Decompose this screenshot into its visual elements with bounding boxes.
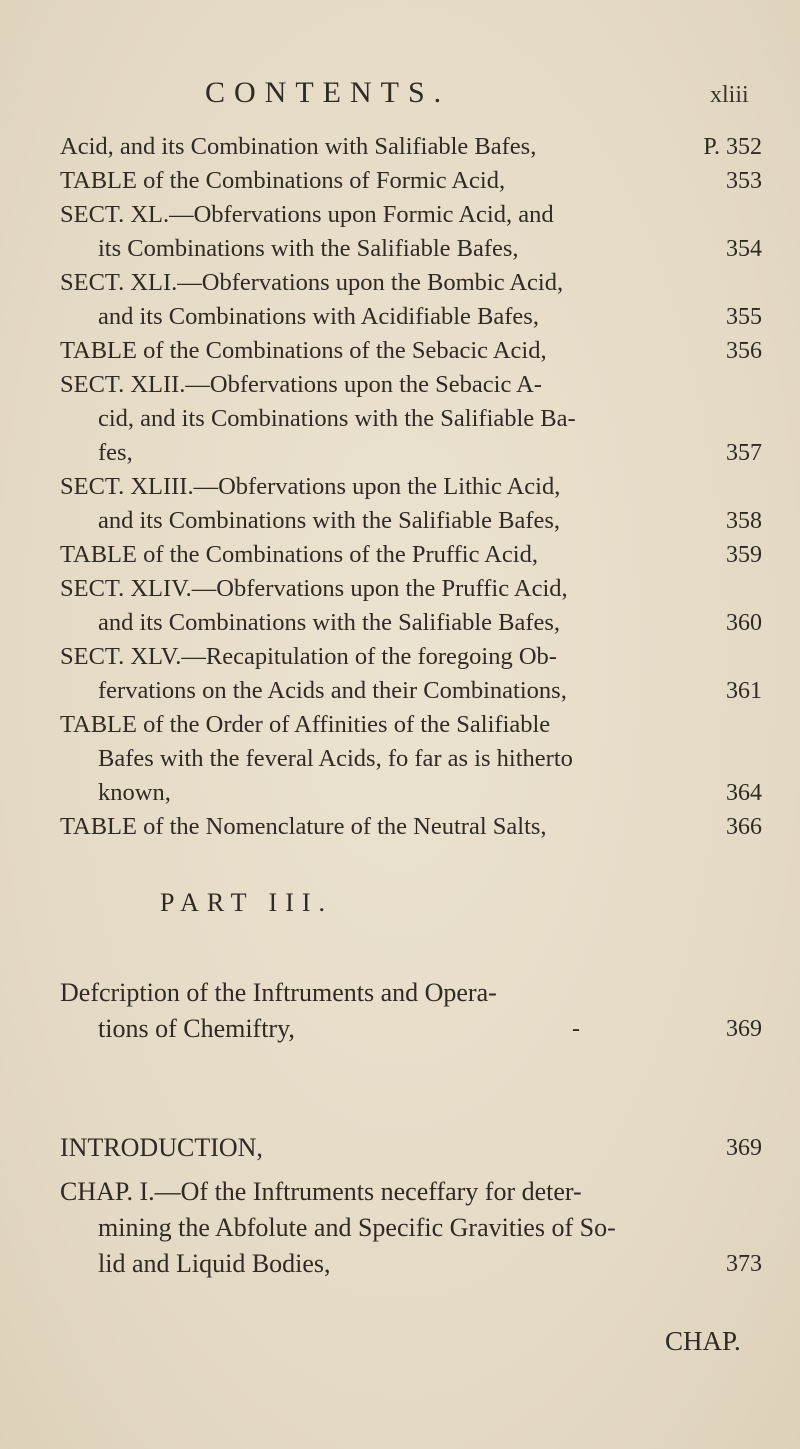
entry-line: [0, 640, 800, 674]
entry-text: SECT. XLII.—Obfervations upon the Sebacic A-: [60, 371, 542, 398]
entry-line: [0, 538, 800, 572]
entry-text: TABLE of the Combinations of Formic Acid,: [60, 167, 506, 194]
entry-text: its Combinations with the Salifiable Bafes,: [98, 235, 519, 262]
entry-line: [0, 1174, 800, 1210]
contents-entry: [0, 470, 800, 538]
contents-entry: [0, 368, 800, 470]
entry-line: [0, 1210, 800, 1246]
entry-text: TABLE of the Combinations of the Sebacic Acid,: [60, 337, 547, 364]
entry-text: INTRODUCTION,: [60, 1133, 263, 1162]
entry-line: [0, 572, 800, 606]
entry-text: and its Combinations with the Salifiable Bafes,: [98, 609, 561, 636]
entry-text: lid and Liquid Bodies,: [98, 1249, 331, 1278]
entry-line: [0, 436, 800, 470]
contents-entry: [0, 975, 800, 1047]
entry-text: CHAP. I.—Of the Inftruments neceffary for deter-: [60, 1177, 582, 1206]
entry-line: [0, 1011, 800, 1047]
contents-entry: [0, 1130, 800, 1166]
entry-page-number: 359: [726, 542, 762, 568]
entry-text: Bafes with the feveral Acids, fo far as is hitherto: [98, 745, 573, 772]
entry-text: and its Combinations with Acidifiable Bafes,: [98, 303, 539, 330]
part-heading: PART III.: [160, 888, 334, 917]
entry-page-number: 357: [726, 440, 762, 466]
entry-separator: -: [572, 1016, 580, 1042]
later-contents: [0, 1130, 800, 1282]
contents-entry: [0, 266, 800, 334]
catchword: CHAP.: [665, 1326, 741, 1356]
page-number: xliii: [710, 82, 749, 108]
entry-text: SECT. XLIV.—Obfervations upon the Pruffic Acid,: [60, 575, 568, 602]
entry-page-number: 356: [726, 338, 762, 364]
entry-text: TABLE of the Nomenclature of the Neutral Salts,: [60, 813, 547, 840]
entry-page-number: 354: [726, 236, 762, 262]
entry-text: SECT. XLV.—Recapitulation of the foregoing Ob-: [60, 643, 557, 670]
entry-text: tions of Chemiftry,: [98, 1014, 295, 1043]
entry-line: [0, 300, 800, 334]
entry-page-number: 358: [726, 508, 762, 534]
entry-text: TABLE of the Combinations of the Pruffic Acid,: [60, 541, 538, 568]
contents-entry: [0, 538, 800, 572]
entry-page-number: 369: [726, 1016, 762, 1042]
running-title: CONTENTS.: [205, 76, 451, 109]
contents-entry: [0, 334, 800, 368]
entry-text: Defcription of the Inftruments and Opera-: [60, 978, 497, 1007]
entry-line: [0, 504, 800, 538]
entry-page-number: 355: [726, 304, 762, 330]
contents-entry: [0, 640, 800, 708]
page-header: [0, 76, 800, 116]
contents-entry: [0, 1174, 800, 1282]
entry-text: TABLE of the Order of Affinities of the Salifiable: [60, 711, 551, 738]
entry-page-number: 360: [726, 610, 762, 636]
contents-entry: [0, 130, 800, 164]
entry-text: mining the Abfolute and Specific Gravities of So-: [98, 1213, 616, 1242]
entry-page-number: 361: [726, 678, 762, 704]
entry-line: [0, 810, 800, 844]
entry-line: [0, 708, 800, 742]
contents-entry: [0, 572, 800, 640]
entry-text: SECT. XLI.—Obfervations upon the Bombic Acid,: [60, 269, 564, 296]
entry-text: fes,: [98, 439, 133, 466]
entry-page-number: 353: [726, 168, 762, 194]
entry-line: [0, 742, 800, 776]
entry-line: [0, 266, 800, 300]
entry-line: [0, 402, 800, 436]
entry-line: [0, 606, 800, 640]
entry-line: [0, 368, 800, 402]
entry-line: [0, 164, 800, 198]
entry-page-number: 373: [726, 1251, 762, 1277]
entry-text: and its Combinations with the Salifiable Bafes,: [98, 507, 561, 534]
entry-line: [0, 1130, 800, 1166]
entry-line: [0, 674, 800, 708]
entry-page-number: 364: [726, 780, 762, 806]
entry-line: [0, 975, 800, 1011]
entry-text: SECT. XL.—Obfervations upon Formic Acid, and: [60, 201, 554, 228]
contents-entry: [0, 198, 800, 266]
entry-page-number: 369: [726, 1135, 762, 1161]
contents-list: [0, 130, 800, 844]
contents-entry: [0, 708, 800, 810]
entry-line: [0, 470, 800, 504]
entry-text: fervations on the Acids and their Combinations,: [98, 677, 567, 704]
entry-line: [0, 130, 800, 164]
entry-line: [0, 776, 800, 810]
entry-text: Acid, and its Combination with Salifiable Bafes,: [60, 133, 537, 160]
contents-entry: [0, 164, 800, 198]
entry-line: [0, 334, 800, 368]
entry-page-number: 366: [726, 814, 762, 840]
entry-text: cid, and its Combinations with the Salifiable Ba-: [98, 405, 576, 432]
contents-entry: [0, 810, 800, 844]
entry-line: [0, 232, 800, 266]
entry-text: SECT. XLIII.—Obfervations upon the Lithic Acid,: [60, 473, 561, 500]
entry-text: known,: [98, 779, 171, 806]
part-contents: [0, 975, 800, 1047]
entry-line: [0, 1246, 800, 1282]
entry-page-number: P. 352: [703, 134, 762, 160]
entry-line: [0, 198, 800, 232]
